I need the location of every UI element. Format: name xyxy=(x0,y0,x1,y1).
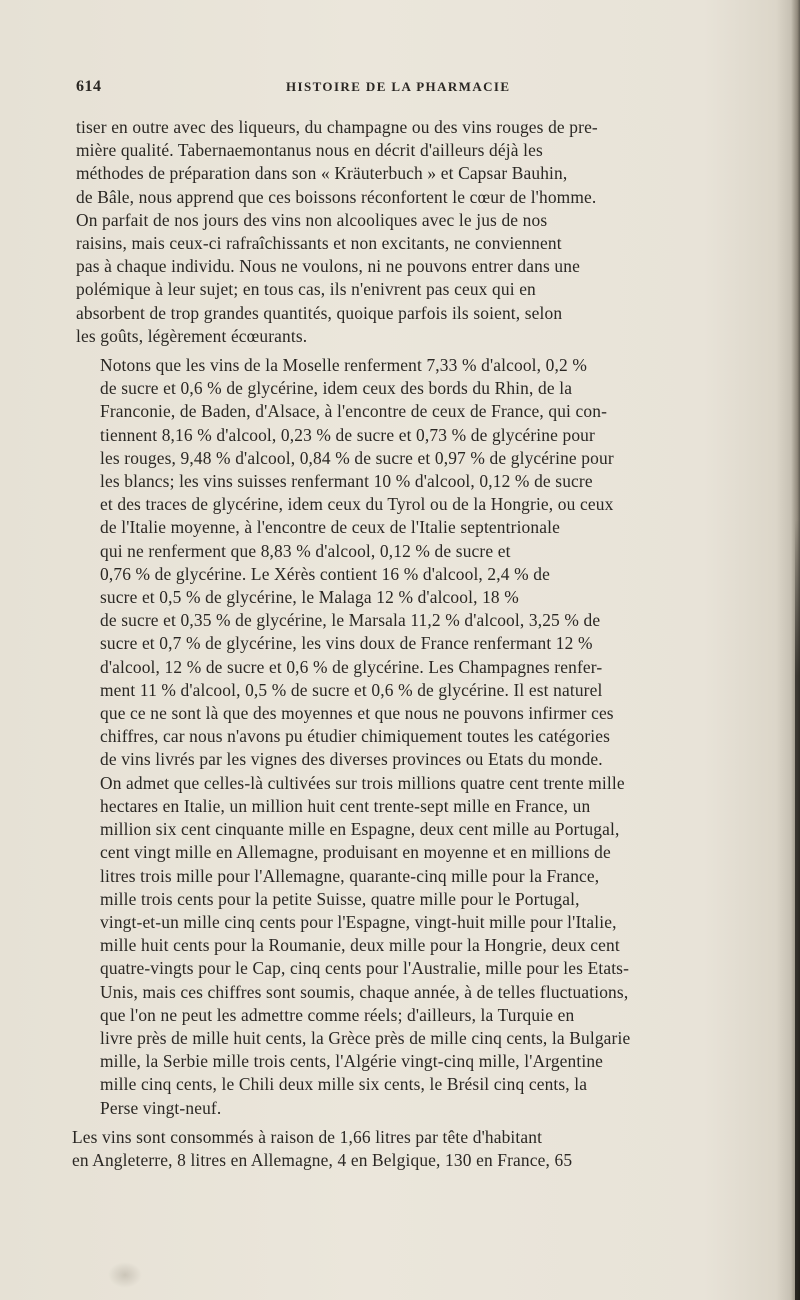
text-line: mille cinq cents, le Chili deux mille six cents, le Brésil cinq cents, la xyxy=(100,1074,588,1095)
page-header xyxy=(76,76,722,98)
text-line: 0,76 % de glycérine. Le Xérès contient 16 % d'alcool, 2,4 % de xyxy=(100,563,550,584)
running-title: HISTOIRE DE LA PHARMACIE xyxy=(286,79,511,94)
text-line: polémique à leur sujet; en tous cas, ils n'enivrent pas ceux qui en xyxy=(76,279,536,300)
text-line: hectares en Italie, un million huit cent trente-sept mille en France, un xyxy=(100,795,591,816)
paragraph-3 xyxy=(60,1126,710,1172)
text-line: On parfait de nos jours des vins non alcooliques avec le jus de nos xyxy=(76,209,548,230)
text-line: ment 11 % d'alcool, 0,5 % de sucre et 0,6 % de glycérine. Il est naturel xyxy=(100,679,603,700)
text-line: cent vingt mille en Allemagne, produisant en moyenne et en millions de xyxy=(100,842,611,863)
text-line: absorbent de trop grandes quantités, quoique parfois ils soient, selon xyxy=(76,302,563,323)
text-line: les blancs; les vins suisses renfermant 10 % d'alcool, 0,12 % de sucre xyxy=(100,471,593,492)
text-line: les goûts, légèrement écœurants. xyxy=(76,325,308,346)
text-line: vingt-et-un mille cinq cents pour l'Espagne, vingt-huit mille pour l'Italie, xyxy=(100,911,617,932)
text-line: mille, la Serbie mille trois cents, l'Algérie vingt-cinq mille, l'Argentine xyxy=(100,1051,604,1072)
text-line: tiennent 8,16 % d'alcool, 0,23 % de sucre et 0,73 % de glycérine pour xyxy=(100,424,595,445)
text-line: en Angleterre, 8 litres en Allemagne, 4 en Belgique, 130 en France, 65 xyxy=(72,1149,573,1170)
text-line: chiffres, car nous n'avons pu étudier chimiquement toutes les catégories xyxy=(100,726,611,747)
text-line: que ce ne sont là que des moyennes et que nous ne pouvons infirmer ces xyxy=(100,703,614,724)
text-line: de l'Italie moyenne, à l'encontre de ceux de l'Italie septentrionale xyxy=(100,517,560,538)
text-line: Les vins sont consommés à raison de 1,66 litres par tête d'habitant xyxy=(72,1126,543,1147)
text-line: Unis, mais ces chiffres sont soumis, chaque année, à de telles fluctuations, xyxy=(100,981,629,1002)
text-line: de Bâle, nous apprend que ces boissons réconfortent le cœur de l'homme. xyxy=(76,186,597,207)
text-line: Perse vingt-neuf. xyxy=(100,1097,222,1118)
text-line: méthodes de préparation dans son « Kräuterbuch » et Capsar Bauhin, xyxy=(76,163,568,184)
text-line: tiser en outre avec des liqueurs, du champagne ou des vins rouges de pre- xyxy=(76,117,598,137)
page-number: 614 xyxy=(76,78,102,95)
text-line: sucre et 0,7 % de glycérine, les vins doux de France renfermant 12 % xyxy=(100,633,593,654)
page-edge-shadow xyxy=(791,0,800,1300)
text-line: de vins livrés par les vignes des diverses provinces ou Etats du monde. xyxy=(100,749,603,770)
text-line: qui ne renferment que 8,83 % d'alcool, 0,12 % de sucre et xyxy=(100,540,511,561)
paragraph-2 xyxy=(60,354,710,1120)
paper-smudge xyxy=(108,1262,142,1288)
text-line: mille huit cents pour la Roumanie, deux mille pour la Hongrie, deux cent xyxy=(100,935,620,956)
text-line: de sucre et 0,35 % de glycérine, le Marsala 11,2 % d'alcool, 3,25 % de xyxy=(100,610,601,631)
text-line: mière qualité. Tabernaemontanus nous en décrit d'ailleurs déjà les xyxy=(76,140,543,161)
text-line: litres trois mille pour l'Allemagne, quarante-cinq mille pour la France, xyxy=(100,865,600,886)
body-text xyxy=(60,116,710,1172)
text-line: Notons que les vins de la Moselle renferment 7,33 % d'alcool, 0,2 % xyxy=(100,355,587,376)
text-line: raisins, mais ceux-ci rafraîchissants et non excitants, ne conviennent xyxy=(76,233,562,254)
text-line: livre près de mille huit cents, la Grèce près de mille cinq cents, la Bulgarie xyxy=(100,1027,631,1048)
text-line: pas à chaque individu. Nous ne voulons, ni ne pouvons entrer dans une xyxy=(76,256,580,277)
text-line: de sucre et 0,6 % de glycérine, idem ceux des bords du Rhin, de la xyxy=(100,378,573,399)
text-line: mille trois cents pour la petite Suisse, quatre mille pour le Portugal, xyxy=(100,888,580,909)
text-line: les rouges, 9,48 % d'alcool, 0,84 % de sucre et 0,97 % de glycérine pour xyxy=(100,447,614,468)
paragraph-1 xyxy=(60,116,710,348)
text-line: d'alcool, 12 % de sucre et 0,6 % de glycérine. Les Champagnes renfer- xyxy=(100,656,603,677)
text-line: On admet que celles-là cultivées sur trois millions quatre cent trente mille xyxy=(100,772,625,793)
text-line: million six cent cinquante mille en Espagne, deux cent mille au Portugal, xyxy=(100,819,620,840)
text-line: Franconie, de Baden, d'Alsace, à l'encontre de ceux de France, qui con- xyxy=(100,401,608,422)
text-line: et des traces de glycérine, idem ceux du Tyrol ou de la Hongrie, ou ceux xyxy=(100,494,614,515)
text-line: quatre-vingts pour le Cap, cinq cents pour l'Australie, mille pour les Etats- xyxy=(100,958,630,979)
text-line: que l'on ne peut les admettre comme réels; d'ailleurs, la Turquie en xyxy=(100,1004,575,1025)
text-line: sucre et 0,5 % de glycérine, le Malaga 12 % d'alcool, 18 % xyxy=(100,587,519,608)
